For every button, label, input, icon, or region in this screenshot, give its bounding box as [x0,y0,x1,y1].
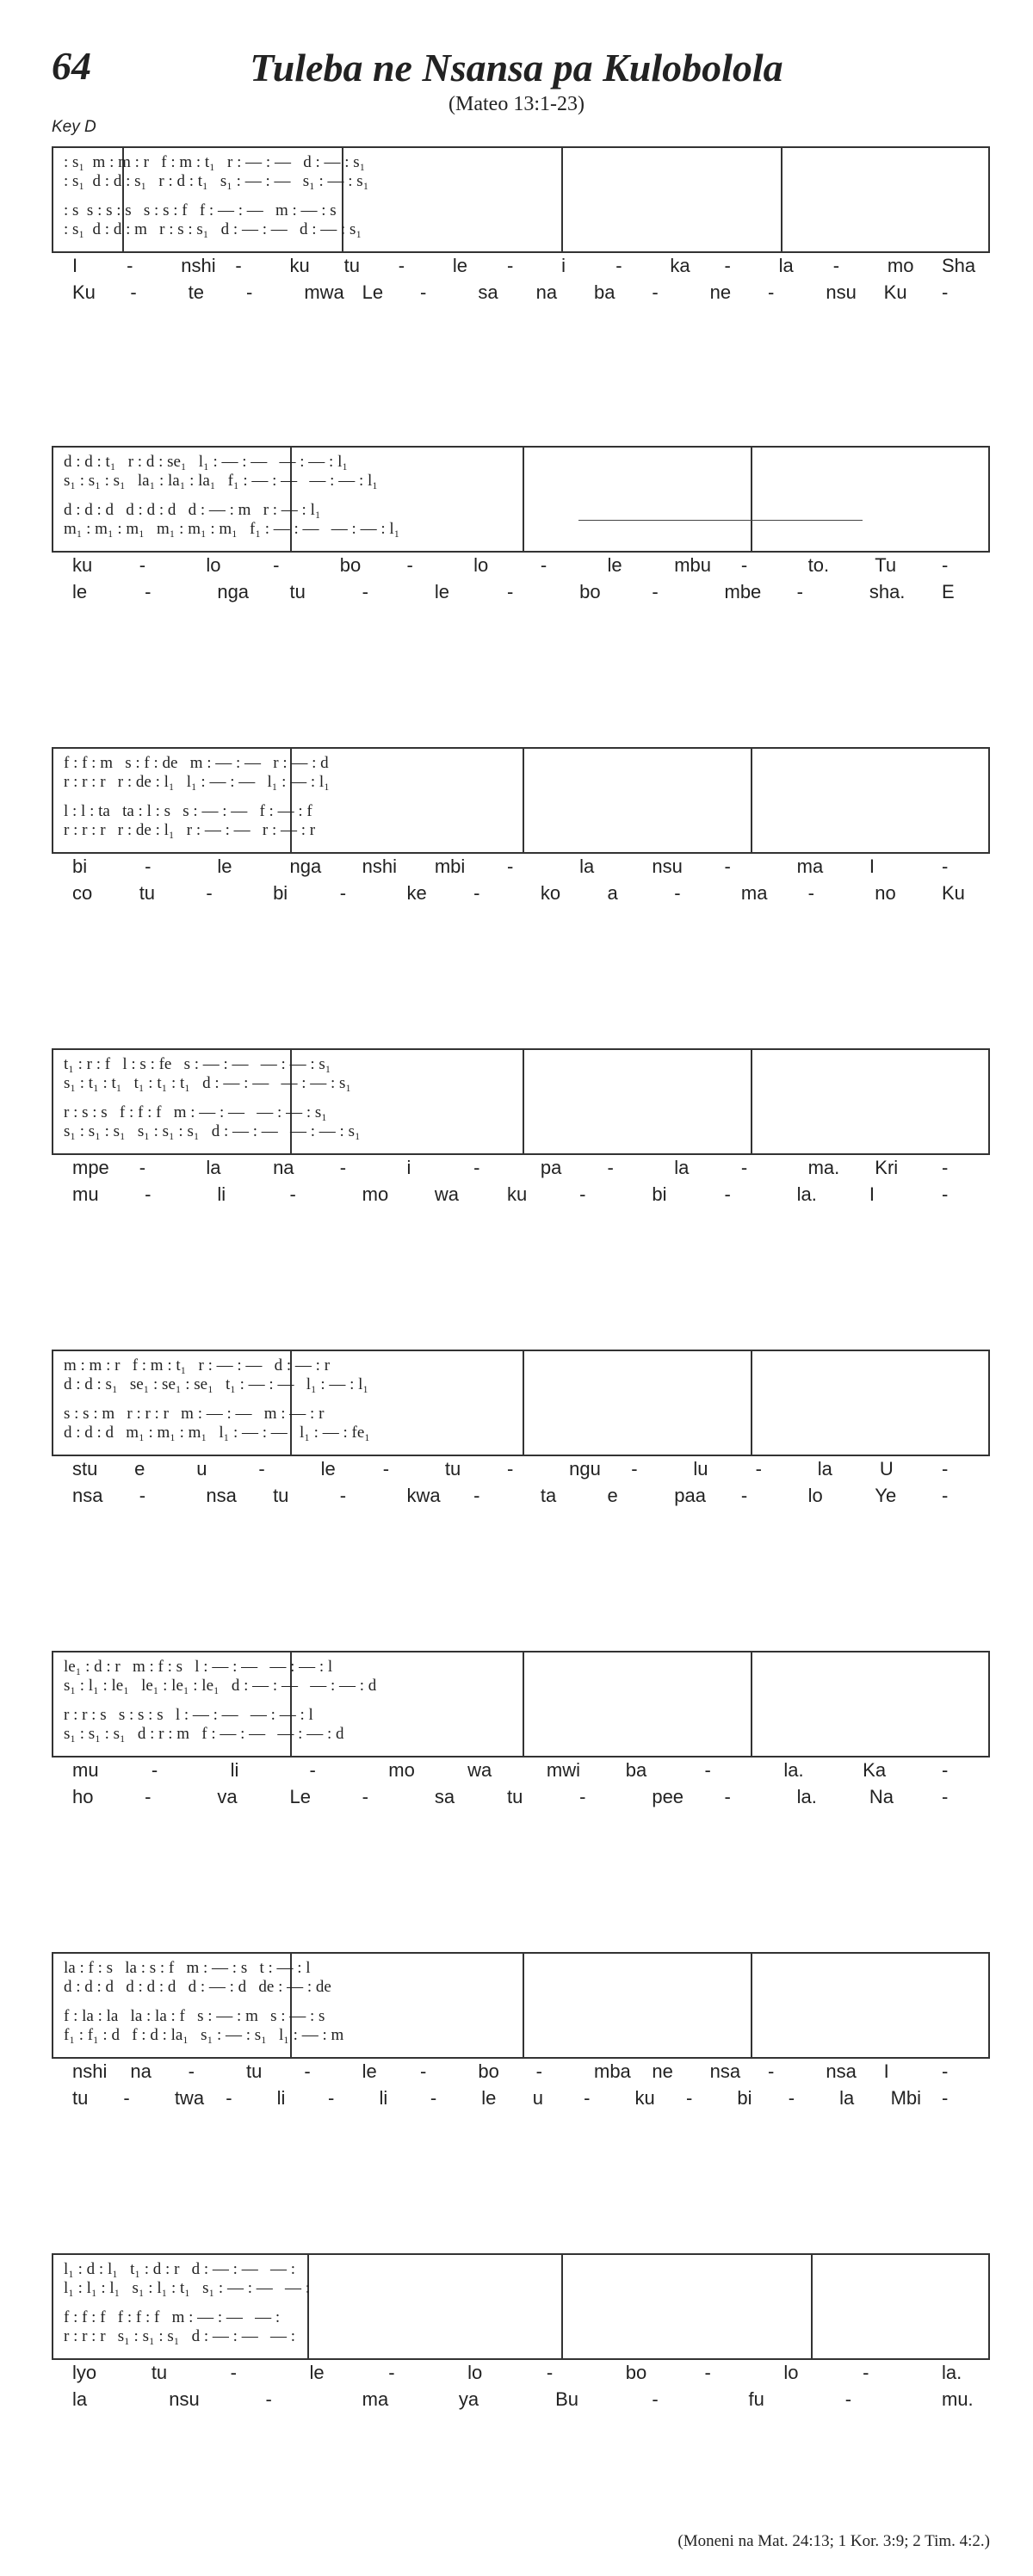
lyric-syllable: le [72,581,88,602]
lyric-syllable: na [535,281,558,303]
lyric-syllable: - [473,1485,480,1506]
lyric-syllable: ku [507,1183,528,1205]
lyric-syllable: - [139,1485,146,1506]
note-row: f : f : f f : f : f m : — : — — : [64,2308,281,2326]
lyric-syllable: ku [72,554,93,576]
lyric-syllable: lo [467,2362,483,2383]
note-row: l₁ : d : l₁ t₁ : d : r d : — : — — : [64,2260,295,2278]
lyric-syllable: Mbi [890,2087,922,2109]
lyric-syllable: - [704,1759,711,1781]
lyric-syllable: ku [289,255,310,276]
lyric-syllable: le [434,581,449,602]
lyric-syllable: - [652,581,659,602]
lyric-syllable: co [72,882,93,904]
lyric-syllable: - [473,1157,480,1178]
lyric-syllable: E [942,581,955,602]
lyric-syllable: ho [72,1786,94,1807]
lyric-syllable: - [724,255,731,276]
note-row: m : m : r f : m : t₁ r : — : — d : — : r [64,1356,331,1374]
lyric-syllable: ba [625,1759,647,1781]
note-row: s : s : m r : r : r m : — : — m : — : r [64,1405,325,1423]
lyric-syllable: - [685,2087,693,2109]
lyric-syllable: - [942,1485,949,1506]
lyric-syllable: le [607,554,622,576]
song-title: Tuleba ne Nsansa pa Kulobolola [250,46,783,90]
lyric-syllable: tu [151,2362,168,2383]
lyric-syllable: - [309,1759,316,1781]
lyric-syllable: ngu [569,1458,601,1480]
lyric-syllable: - [740,1485,748,1506]
lyric-syllable: lo [783,2362,799,2383]
lyric-syllable: - [507,1458,514,1480]
lyric-syllable: la [579,856,595,877]
lyric-syllable: - [388,2362,395,2383]
lyric-syllable: la [72,2388,88,2410]
note-row: : s₁ m : m : r f : m : t₁ r : — : — d : — : s₁ [64,153,366,171]
staff-box [52,747,990,854]
lyric-syllable: - [339,1485,347,1506]
lyric-syllable: mba [594,2060,631,2082]
note-row: le₁ : d : r m : f : s l : — : — — : — : l [64,1658,333,1676]
lyric-syllable: mbe [724,581,762,602]
lyric-syllable: lu [693,1458,708,1480]
note-row: s₁ : t₁ : t₁ t₁ : t₁ : t₁ d : — : — — : — : s₁ [64,1074,352,1092]
lyric-line [52,2060,990,2085]
lyric-syllable: i [561,255,566,276]
lyric-syllable: tu [139,882,156,904]
lyric-syllable: I [883,2060,889,2082]
lyric-syllable: tu [507,1786,523,1807]
lyric-syllable: - [289,1183,296,1205]
lyric-syllable: e [134,1458,145,1480]
lyric-line [52,1183,990,1208]
lyric-syllable: Le [289,1786,311,1807]
lyric-syllable: nsa [206,1485,237,1506]
lyric-syllable: Na [869,1786,894,1807]
lyric-syllable: - [420,281,427,303]
lyric-syllable: Tu [875,554,897,576]
lyric-syllable: sa [478,281,498,303]
lyric-syllable: mo [388,1759,415,1781]
lyric-syllable: na [273,1157,294,1178]
note-row: t₁ : r : f l : s : fe s : — : — — : — : s₁ [64,1055,331,1073]
lyric-syllable: - [942,2087,949,2109]
lyric-syllable: kwa [406,1485,441,1506]
lyric-syllable: - [724,1786,731,1807]
note-row: : s₁ d : d : s₁ r : d : t₁ s₁ : — : — s₁ : — : s₁ [64,172,369,190]
lyric-syllable: li [230,1759,239,1781]
lyric-syllable: - [768,281,775,303]
lyric-syllable: - [151,1759,158,1781]
lyric-syllable: ka [670,255,690,276]
lyric-syllable: - [226,2087,232,2109]
lyric-syllable: tu [273,1485,289,1506]
note-row: f : f : m s : f : de m : — : — r : — : d [64,754,329,772]
lyric-syllable: le [362,2060,377,2082]
lyric-syllable: ma [796,856,824,877]
lyric-syllable: - [942,554,949,576]
key-signature: Key D [52,118,96,136]
song-number: 64 [52,44,91,88]
lyric-syllable: va [217,1786,238,1807]
lyric-syllable: - [942,281,949,303]
lyric-syllable: - [844,2388,852,2410]
scripture-reference: (Mateo 13:1-23) [448,93,585,115]
lyric-syllable: nsu [652,856,683,877]
lyric-syllable: - [768,2060,775,2082]
lyric-syllable: li [217,1183,226,1205]
lyric-syllable: - [740,554,748,576]
lyric-syllable: Ka [863,1759,887,1781]
music-system [52,1651,990,1811]
lyric-syllable: nsu [826,281,857,303]
lyric-syllable: wa [467,1759,492,1781]
lyric-syllable: - [145,1786,152,1807]
lyric-syllable: bi [72,856,88,877]
note-row: l : l : ta ta : l : s s : — : — f : — : f [64,802,312,820]
lyric-syllable: wa [434,1183,459,1205]
lyric-syllable: - [273,554,280,576]
lyric-line [52,1786,990,1811]
lyric-syllable: la. [783,1759,804,1781]
lyric-syllable: - [631,1458,638,1480]
lyric-syllable: mbu [674,554,712,576]
lyric-syllable: - [579,1786,586,1807]
note-row: r : r : r s₁ : s₁ : s₁ d : — : — — : [64,2327,295,2345]
lyric-syllable: - [139,554,146,576]
note-row: r : r : s s : s : s l : — : — — : — : l [64,1706,313,1724]
lyric-syllable: - [139,1157,146,1178]
lyric-syllable: le [452,255,467,276]
lyric-syllable: - [127,255,133,276]
lyric-syllable: ne [709,281,732,303]
lyric-line [52,882,990,907]
lyric-syllable: - [123,2087,130,2109]
music-system [52,146,990,306]
lyric-syllable: tu [343,255,360,276]
lyric-syllable: - [398,255,405,276]
lyric-line [52,2362,990,2387]
lyric-syllable: - [362,1786,368,1807]
lyric-syllable: i [406,1157,411,1178]
note-row: : s s : s : s s : s : f f : — : — m : — : s [64,201,337,219]
lyric-syllable: - [265,2388,272,2410]
lyric-syllable: mpe [72,1157,109,1178]
slur-line [578,520,863,521]
lyric-syllable: lo [206,554,221,576]
lyric-syllable: - [724,856,731,877]
lyric-syllable: na [130,2060,152,2082]
note-row: d : d : s₁ se₁ : se₁ : se₁ t₁ : — : — l₁ : — : l₁ [64,1375,369,1393]
lyric-syllable: nsa [72,1485,103,1506]
lyric-syllable: fu [748,2388,764,2410]
lyric-syllable: - [230,2362,237,2383]
lyric-line [52,2388,990,2413]
lyric-syllable: - [339,882,347,904]
note-row: f : la : la la : la : f s : — : m s : — : s [64,2007,325,2025]
staff-box [52,1350,990,1456]
lyric-syllable: twa [174,2087,205,2109]
music-system [52,2253,990,2413]
lyric-syllable: tu [444,1458,461,1480]
lyric-syllable: la. [942,2362,962,2383]
lyric-syllable: li [379,2087,388,2109]
staff-box [52,2253,990,2360]
lyric-line [52,1458,990,1483]
lyric-syllable: mwa [304,281,344,303]
footer-reference: (Moneni na Mat. 24:13; 1 Kor. 3:9; 2 Tim. 4:2.) [677,2532,990,2550]
lyric-syllable: mbi [434,856,466,877]
note-row: r : s : s f : f : f m : — : — — : — : s₁ [64,1103,327,1121]
lyric-line [52,856,990,880]
lyric-syllable: la. [796,1183,817,1205]
staff-box [52,446,990,553]
lyric-syllable: - [235,255,242,276]
lyric-syllable: ba [594,281,615,303]
lyric-syllable: ma [740,882,768,904]
lyric-syllable: - [942,1458,949,1480]
lyric-syllable: - [430,2087,437,2109]
note-row: r : r : r r : de : l₁ l₁ : — : — l₁ : — : l₁ [64,773,330,791]
lyric-syllable: - [507,255,514,276]
lyric-syllable: ne [652,2060,673,2082]
lyric-syllable: - [246,281,253,303]
lyric-syllable: lyo [72,2362,97,2383]
lyric-line [52,255,990,280]
lyric-syllable: - [507,581,514,602]
staff-box [52,146,990,253]
lyric-syllable: - [942,2060,949,2082]
lyric-syllable: le [309,2362,325,2383]
lyric-syllable: I [869,856,875,877]
lyric-syllable: bo [625,2362,647,2383]
note-row: s₁ : s₁ : s₁ d : r : m f : — : — — : — : d [64,1725,344,1743]
lyric-syllable: I [72,255,78,276]
lyric-syllable: - [942,856,949,877]
lyric-syllable: - [652,281,659,303]
lyric-syllable: stu [72,1458,98,1480]
lyric-syllable: - [704,2362,711,2383]
music-system [52,1952,990,2112]
lyric-syllable: tu [289,581,306,602]
lyric-syllable: Ku [942,882,965,904]
lyric-syllable: la [778,255,794,276]
lyric-syllable: la [206,1157,221,1178]
lyric-syllable: - [796,581,803,602]
lyric-line [52,554,990,579]
lyric-line [52,1157,990,1182]
lyric-syllable: pee [652,1786,684,1807]
lyric-syllable: ma. [807,1157,840,1178]
lyric-syllable: - [755,1458,762,1480]
note-row: la : f : s la : s : f m : — : s t : — : l [64,1959,311,1977]
lyric-syllable: U [879,1458,894,1480]
note-row: d : d : d d : d : d d : — : m r : — : l₁ [64,501,321,519]
lyric-syllable: Sha [942,255,976,276]
lyric-syllable: pa [540,1157,562,1178]
lyric-syllable: la [839,2087,855,2109]
lyric-syllable: bo [478,2060,499,2082]
lyric-syllable: e [607,1485,618,1506]
lyric-syllable: la [674,1157,690,1178]
lyric-syllable: sha. [869,581,906,602]
lyric-syllable: bi [273,882,288,904]
lyric-line [52,581,990,606]
lyric-syllable: - [584,2087,591,2109]
lyric-syllable: nga [289,856,322,877]
lyric-syllable: ko [540,882,561,904]
lyric-syllable: no [875,882,896,904]
lyric-syllable: - [724,1183,731,1205]
note-row: d : d : d d : d : d d : — : d de : — : de [64,1978,331,1996]
note-row: r : r : r r : de : l₁ r : — : — r : — : r [64,821,316,839]
lyric-syllable: mwi [546,1759,581,1781]
lyric-syllable: nsu [169,2388,200,2410]
lyric-syllable: - [807,882,814,904]
lyric-syllable: - [615,255,622,276]
lyric-syllable: mu. [942,2388,974,2410]
lyric-syllable: - [607,1157,614,1178]
note-row: m₁ : m₁ : m₁ m₁ : m₁ : m₁ f₁ : — : — — : — : l₁ [64,520,400,538]
staff-box [52,1651,990,1757]
lyric-syllable: lo [473,554,489,576]
lyric-syllable: nga [217,581,250,602]
note-row: s₁ : s₁ : s₁ s₁ : s₁ : s₁ d : — : — — : — : s₁ [64,1122,361,1140]
lyric-syllable: - [832,255,840,276]
lyric-syllable: - [579,1183,586,1205]
lyric-syllable: Le [362,281,384,303]
lyric-syllable: paa [674,1485,706,1506]
lyric-syllable: - [788,2087,795,2109]
lyric-syllable: - [674,882,681,904]
note-row: f₁ : f₁ : d f : d : la₁ s₁ : — : s₁ l₁ : — : m [64,2026,344,2044]
lyric-syllable: ta [540,1485,557,1506]
lyric-syllable: ma [362,2388,389,2410]
lyric-syllable: - [942,1759,949,1781]
lyric-syllable: nshi [181,255,216,276]
lyric-syllable: - [145,856,152,877]
lyric-syllable: nsa [709,2060,741,2082]
lyric-syllable: u [532,2087,543,2109]
lyric-syllable: a [607,882,618,904]
lyric-syllable: - [362,581,368,602]
lyric-syllable: - [206,882,213,904]
lyric-syllable: bi [652,1183,667,1205]
lyric-syllable: - [130,281,137,303]
staff-box [52,1952,990,2059]
lyric-syllable: mu [72,1759,99,1781]
note-row: : s₁ d : d : m r : s : s₁ d : — : — d : — : s₁ [64,220,362,238]
lyric-syllable: - [546,2362,554,2383]
lyric-syllable: bo [579,581,601,602]
lyric-syllable: Ku [72,281,96,303]
lyric-syllable: to. [807,554,830,576]
lyric-syllable: - [304,2060,311,2082]
lyric-syllable: mo [887,255,914,276]
lyric-line [52,1485,990,1510]
lyric-syllable: - [382,1458,390,1480]
lyric-syllable: nshi [362,856,398,877]
lyric-syllable: le [320,1458,336,1480]
lyric-syllable: mo [362,1183,389,1205]
lyric-syllable: - [473,882,480,904]
staff-box [52,1048,990,1155]
lyric-syllable: - [188,2060,195,2082]
lyric-line [52,281,990,306]
music-system [52,1048,990,1208]
lyric-syllable: bo [339,554,362,576]
lyric-syllable: Bu [555,2388,579,2410]
lyric-syllable: lo [807,1485,823,1506]
lyric-syllable: tu [246,2060,263,2082]
lyric-syllable: ke [406,882,427,904]
lyric-line [52,1759,990,1784]
lyric-syllable: nsa [826,2060,857,2082]
lyric-syllable: - [258,1458,265,1480]
lyric-syllable: sa [434,1786,455,1807]
lyric-syllable: le [217,856,232,877]
note-row: d : d : t₁ r : d : se₁ l₁ : — : — — : — : l₁ [64,453,348,471]
music-system [52,1350,990,1510]
lyric-syllable: - [145,581,152,602]
lyric-syllable: li [276,2087,286,2109]
lyric-syllable: mu [72,1183,99,1205]
lyric-syllable: - [535,2060,542,2082]
lyric-line [52,2087,990,2112]
lyric-syllable: - [540,554,547,576]
lyric-syllable: la [817,1458,832,1480]
lyric-syllable: - [507,856,514,877]
lyric-syllable: - [328,2087,335,2109]
lyric-syllable: - [652,2388,659,2410]
lyric-syllable: - [942,1157,949,1178]
music-system [52,747,990,907]
lyric-syllable: - [942,1183,949,1205]
lyric-syllable: Ku [883,281,907,303]
lyric-syllable: u [196,1458,207,1480]
lyric-syllable: - [339,1157,347,1178]
lyric-syllable: ku [634,2087,655,2109]
lyric-syllable: - [863,2362,869,2383]
lyric-syllable: - [145,1183,152,1205]
lyric-syllable: nshi [72,2060,108,2082]
lyric-syllable: - [406,554,413,576]
lyric-syllable: le [481,2087,497,2109]
lyric-syllable: - [740,1157,748,1178]
lyric-syllable: tu [72,2087,89,2109]
lyric-syllable: Kri [875,1157,899,1178]
note-row: d : d : d m₁ : m₁ : m₁ l₁ : — : — l₁ : — : fe₁ [64,1424,370,1442]
lyric-syllable: te [188,281,205,303]
lyric-syllable: ya [458,2388,479,2410]
music-system [52,446,990,606]
lyric-syllable: - [420,2060,427,2082]
note-row: s₁ : l₁ : le₁ le₁ : le₁ : le₁ d : — : — — : — : d [64,1677,377,1695]
lyric-syllable: la. [796,1786,817,1807]
note-row: l₁ : l₁ : l₁ s₁ : l₁ : t₁ s₁ : — : — — : [64,2279,311,2297]
note-row: s₁ : s₁ : s₁ la₁ : la₁ : la₁ f₁ : — : — — : — : l₁ [64,472,378,490]
lyric-syllable: - [942,1786,949,1807]
lyric-syllable: I [869,1183,875,1205]
lyric-syllable: bi [737,2087,752,2109]
lyric-syllable: Ye [875,1485,897,1506]
